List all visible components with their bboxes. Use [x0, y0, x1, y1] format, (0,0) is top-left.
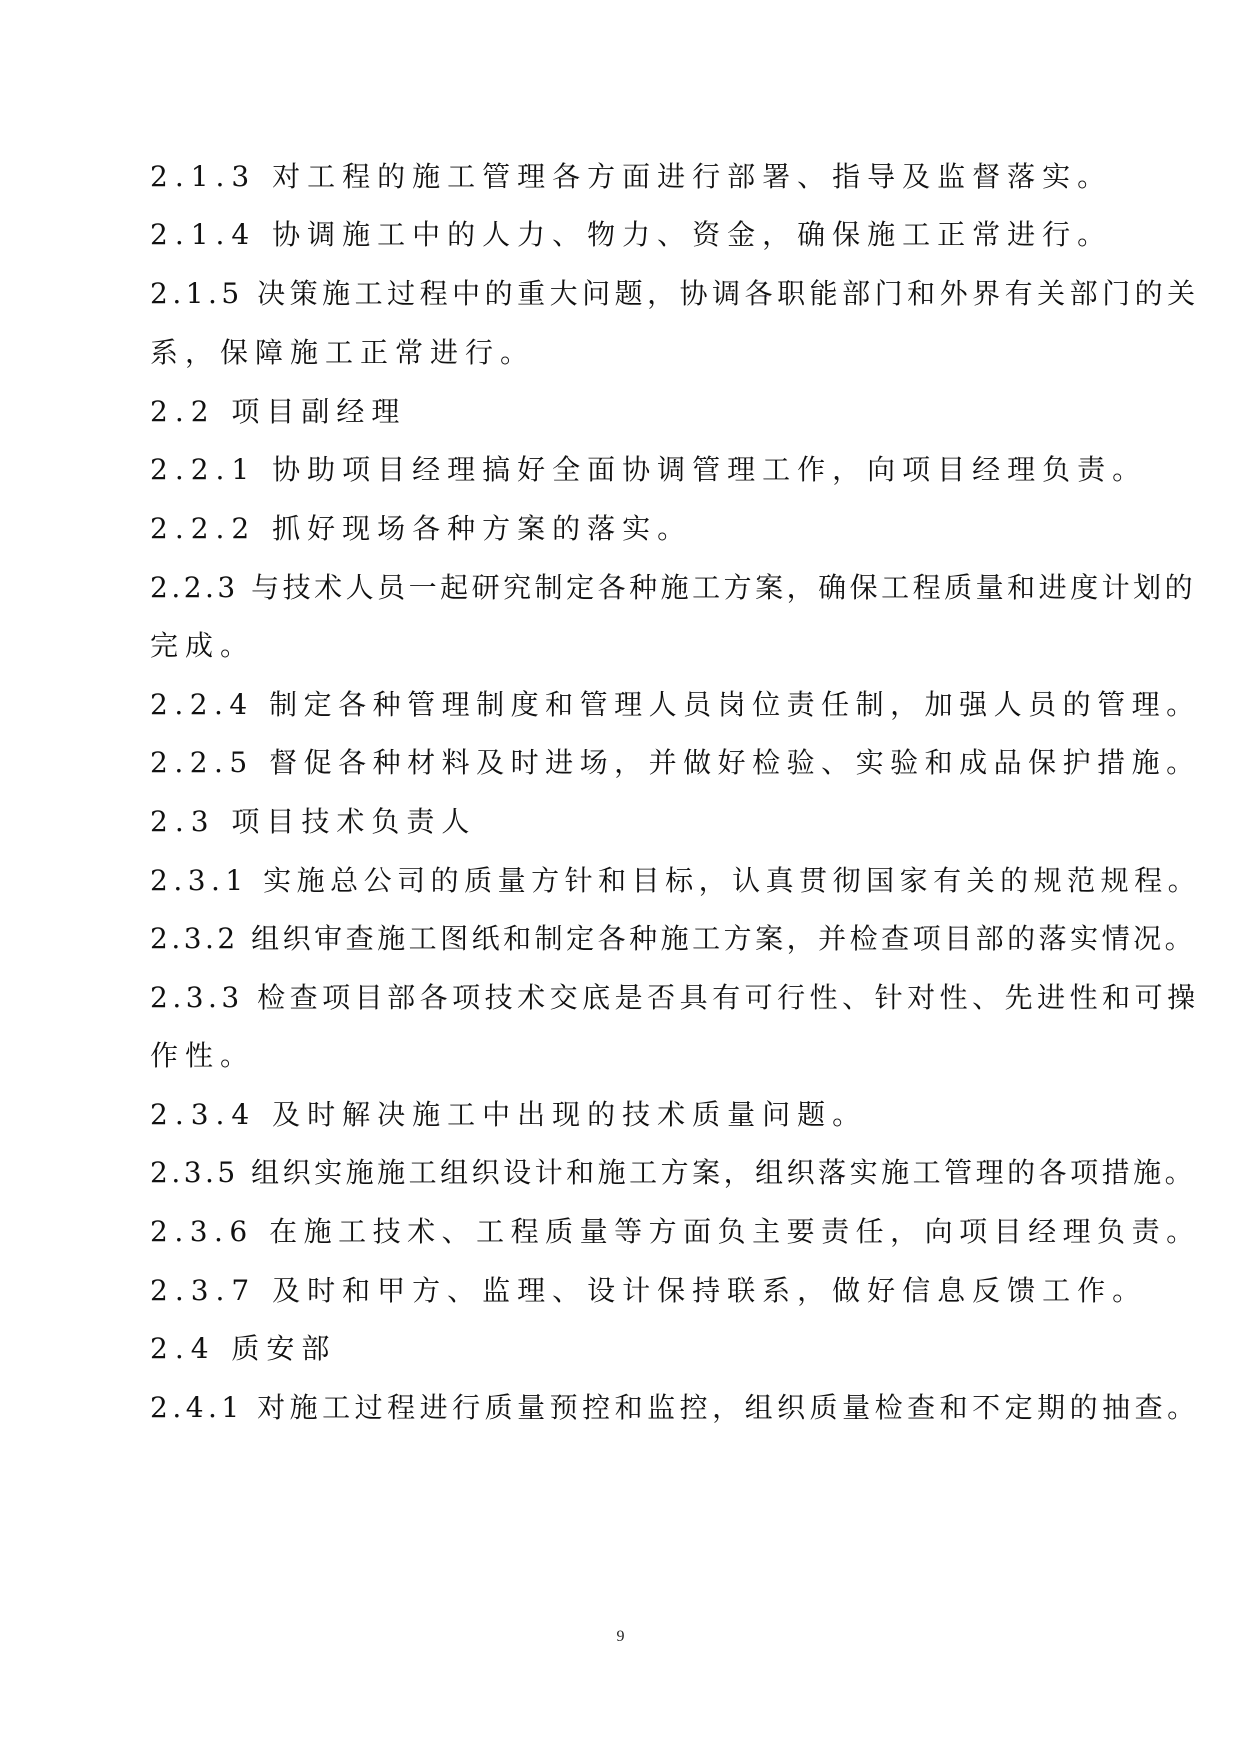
section-heading: 2.3 项目技术负责人: [150, 805, 477, 838]
text-line: 2.3.7 及时和甲方、监理、设计保持联系，做好信息反馈工作。: [150, 1274, 1148, 1307]
text-line: 作性。: [150, 1039, 256, 1072]
text-line: 2.2.3 与技术人员一起研究制定各种施工方案，确保工程质量和进度计划的: [150, 571, 1197, 604]
text-line: 2.2.5 督促各种材料及时进场，并做好检验、实验和成品保护措施。: [150, 746, 1201, 779]
text-line: 2.2.4 制定各种管理制度和管理人员岗位责任制，加强人员的管理。: [150, 688, 1201, 721]
text-line: 2.3.6 在施工技术、工程质量等方面负主要责任，向项目经理负责。: [150, 1215, 1201, 1248]
page-number: 9: [616, 1628, 625, 1645]
text-line: 2.1.5 决策施工过程中的重大问题，协调各职能部门和外界有关部门的关: [150, 277, 1200, 310]
text-line: 2.3.3 检查项目部各项技术交底是否具有可行性、针对性、先进性和可操: [150, 981, 1200, 1014]
text-line: 2.3.4 及时解决施工中出现的技术质量问题。: [150, 1098, 868, 1131]
text-line: 2.2.1 协助项目经理搞好全面协调管理工作，向项目经理负责。: [150, 453, 1148, 486]
text-line: 2.3.1 实施总公司的质量方针和目标，认真贯彻国家有关的规范规程。: [150, 864, 1202, 897]
section-heading: 2.4 质安部: [150, 1332, 337, 1365]
section-heading: 2.2 项目副经理: [150, 395, 407, 428]
text-line: 系，保障施工正常进行。: [150, 336, 536, 369]
text-line: 2.3.2 组织审查施工图纸和制定各种施工方案，并检查项目部的落实情况。: [150, 922, 1197, 955]
text-line: 2.4.1 对施工过程进行质量预控和监控，组织质量检查和不定期的抽查。: [150, 1391, 1200, 1424]
text-line: 完成。: [150, 629, 256, 662]
text-line: 2.1.3 对工程的施工管理各方面进行部署、指导及监督落实。: [150, 160, 1113, 193]
text-line: 2.2.2 抓好现场各种方案的落实。: [150, 512, 693, 545]
text-line: 2.3.5 组织实施施工组织设计和施工方案，组织落实施工管理的各项措施。: [150, 1156, 1197, 1189]
text-line: 2.1.4 协调施工中的人力、物力、资金，确保施工正常进行。: [150, 218, 1113, 251]
